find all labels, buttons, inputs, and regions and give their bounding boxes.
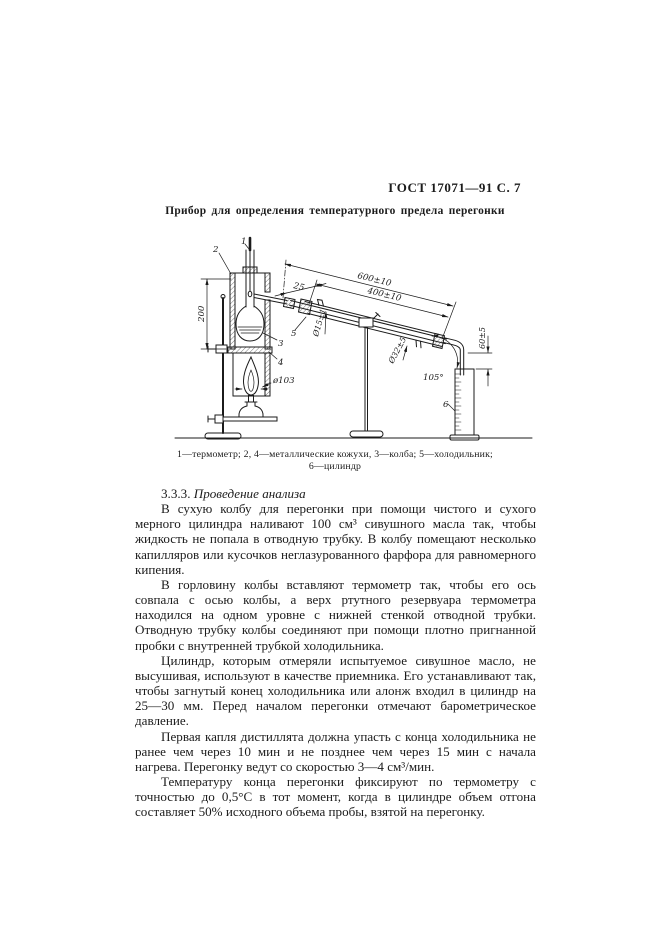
dim-600-label: 600±10	[356, 271, 393, 289]
right-stopper	[433, 334, 445, 349]
part-label-lower-casing: 4	[278, 358, 284, 368]
apparatus-drawing	[135, 236, 535, 448]
graduations	[456, 374, 462, 430]
dim-60-label: 60±5	[478, 327, 487, 349]
liquid-level	[238, 327, 262, 333]
dimension-lines	[201, 260, 492, 387]
paragraph: В сухую колбу для перегонки при помощи чистого и сухого мерного цилиндра наливают 100 см³ сивушного масла так, чтобы жидкость не попала в отводную трубку. В колбу помещают несколько капилляров или кусочков неглазурованного фарфора для равномерного кипения.	[135, 501, 536, 577]
dim-400-label: 400±10	[366, 286, 403, 304]
angle-105-label: 105°	[423, 373, 444, 383]
body-text	[135, 486, 536, 819]
dim-25-label: 25	[292, 281, 306, 294]
part-label-flask: 3	[278, 339, 284, 349]
figure-title: Прибор для определения температурного предела перегонки	[165, 205, 505, 217]
part-label-thermometer: 1	[241, 237, 247, 247]
part-label-upper-casing: 2	[213, 245, 219, 255]
burner-flame	[243, 357, 258, 395]
section-number: 3.3.3.	[161, 486, 191, 501]
figure-caption	[135, 449, 535, 472]
dim-d32-label: Ø32±5	[386, 335, 409, 365]
figure-caption-line2: 6—цилиндр	[308, 460, 362, 472]
section-heading	[135, 486, 536, 501]
figure-caption-line1: 1—термометр; 2, 4—металлические кожухи, 3—колба; 5—холодильник;	[177, 449, 493, 460]
spirit-lamp	[239, 396, 263, 418]
cylinder	[450, 369, 479, 440]
dim-d15-label: Ø15±1	[311, 307, 328, 338]
part-label-cylinder: 6	[443, 400, 449, 410]
dim-d103-label: ø103	[273, 376, 295, 386]
page-header: ГОСТ 17071—91 С. 7	[388, 180, 521, 195]
paragraph: Первая капля дистиллята должна упасть с конца холодильника не ранее чем через 10 мин и не позднее чем через 15 мин с начала нагрева. Перегонку ведут со скоростью 3—4 см³/мин.	[135, 728, 536, 774]
inlet-joint	[284, 298, 296, 309]
paragraph: В горловину колбы вставляют термометр так, чтобы его ось совпала с осью колбы, а верх ртутного резервуара термометра находился на одном уровне с нижней стенкой отводной трубки. Отводную трубку колбы соединяют при помощи плотно пригнанной пробки с внутренней трубкой холодильника.	[135, 576, 536, 653]
part-label-condenser: 5	[291, 329, 297, 339]
diagram-labels	[197, 237, 487, 410]
paragraph: Цилиндр, которым отмеряли испытуемое сивушное масло, не высушивая, используют в качестве приемника. Его устанавливают так, чтобы загнутый конец холодильника или алонж входил в цилиндр на 25—30 мм. Перед началом перегонки отмечают барометрическое давление.	[135, 652, 536, 729]
dim-200-label: 200	[197, 305, 207, 322]
section-title: Проведение анализа	[193, 486, 306, 501]
drain-nub	[416, 340, 421, 348]
distillation-apparatus-diagram	[135, 236, 535, 448]
paragraph: Температуру конца перегонки фиксируют по термометру с точностью до 0,5°С в тот момент, когда в цилиндре объем отгона составляет 50% исходного объема пробы, взятой на перегонку.	[135, 773, 536, 820]
